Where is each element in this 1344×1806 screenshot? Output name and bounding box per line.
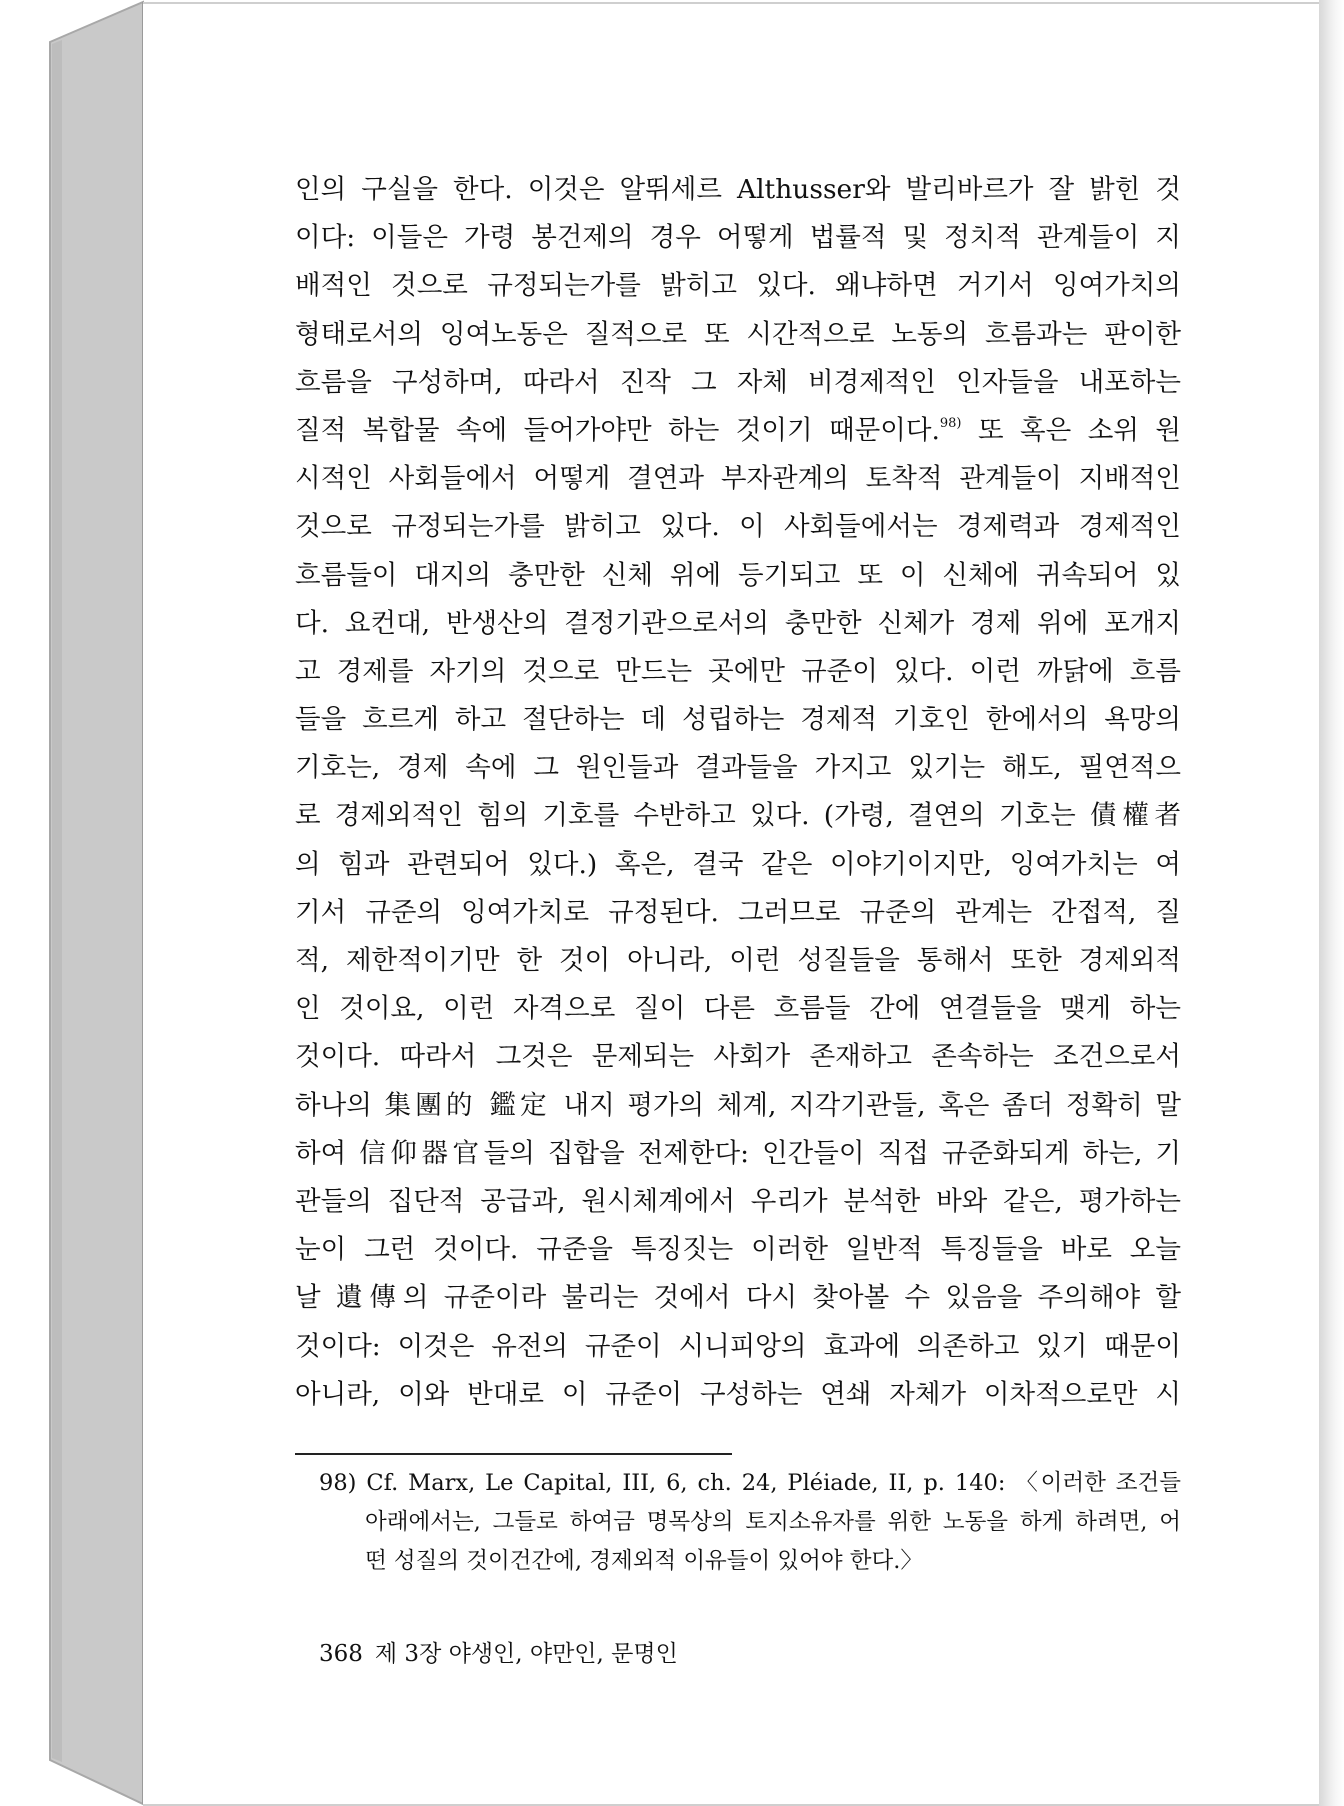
text-segment: 질적 복합물 속에 들어가야만 하는 것이기 때문이다. [295, 414, 940, 446]
text-line: 아니라, 이와 반대로 이 규준이 구성하는 연쇄 자체가 이차적으로만 시 [295, 1378, 1181, 1410]
footnote [319, 1464, 1181, 1581]
footnote-reference: 98) [939, 415, 962, 431]
running-footer [319, 1635, 678, 1668]
text-line: 형태로서의 잉여노동은 질적으로 또 시간적으로 노동의 흐름과는 판이한 [295, 318, 1181, 350]
body-text [295, 166, 1181, 1419]
text-segment: 또 혹은 소위 원 [961, 414, 1181, 446]
text-line: 기호는, 경제 속에 그 원인들과 결과들을 가지고 있기는 해도, 필연적으 [295, 752, 1181, 784]
book-spine-graphic [0, 0, 150, 1806]
text-line: 로 경제외적인 힘의 기호를 수반하고 있다. (가령, 결연의 기호는 債權者 [295, 800, 1181, 832]
book-page [143, 2, 1319, 1806]
footnote-divider [295, 1453, 732, 1455]
text-line: 흐름을 구성하며, 따라서 진작 그 자체 비경제적인 인자들을 내포하는 [295, 366, 1181, 398]
text-line: 관들의 집단적 공급과, 원시체계에서 우리가 분석한 바와 같은, 평가하는 [295, 1185, 1181, 1217]
text-line: 것이다: 이것은 유전의 규준이 시니피앙의 효과에 의존하고 있기 때문이 [295, 1330, 1181, 1362]
text-line: 날 遺傳의 규준이라 불리는 것에서 다시 찾아볼 수 있음을 주의해야 할 [295, 1282, 1181, 1314]
text-line: 눈이 그런 것이다. 규준을 특징짓는 이러한 일반적 특징들을 바로 오늘 [295, 1234, 1181, 1266]
text-line: 고 경제를 자기의 것으로 만드는 곳에만 규준이 있다. 이런 까닭에 흐름 [295, 655, 1181, 687]
text-line: 하나의 集團的 鑑定 내지 평가의 체계, 지각기관들, 혹은 좀더 정확히 말 [295, 1089, 1181, 1121]
text-line: 인 것이요, 이런 자격으로 질이 다른 흐름들 간에 연결들을 맺게 하는 [295, 993, 1181, 1025]
text-line-with-footnote-ref [295, 407, 1181, 455]
page-edge-shadow [1319, 0, 1344, 1806]
text-line: 이다: 이들은 가령 봉건제의 경우 어떻게 법률적 및 정치적 관계들이 지 [295, 222, 1181, 254]
footnote-line: 아래에서는, 그들로 하여금 명목상의 토지소유자를 위한 노동을 하게 하려면, 어 [365, 1509, 1181, 1535]
text-line: 다. 요컨대, 반생산의 결정기관으로서의 충만한 신체가 경제 위에 포개지 [295, 607, 1181, 639]
text-line: 배적인 것으로 규정되는가를 밝히고 있다. 왜냐하면 거기서 잉여가치의 [295, 270, 1181, 302]
text-line: 흐름들이 대지의 충만한 신체 위에 등기되고 또 이 신체에 귀속되어 있 [295, 559, 1181, 591]
text-line: 적, 제한적이기만 한 것이 아니라, 이런 성질들을 통해서 또한 경제외적 [295, 945, 1181, 976]
text-line: 것이다. 따라서 그것은 문제되는 사회가 존재하고 존속하는 조건으로서 [295, 1041, 1181, 1073]
footnote-line: 98) Cf. Marx, Le Capital, III, 6, ch. 24, Pléiade, II, p. 140: 〈이러한 조건들 [319, 1470, 1181, 1496]
text-line: 들을 흐르게 하고 절단하는 데 성립하는 경제적 기호인 한에서의 욕망의 [295, 704, 1181, 736]
page-number: 368 [319, 1641, 363, 1667]
footnote-line: 떤 성질의 것이건간에, 경제외적 이유들이 있어야 한다.〉 [365, 1548, 923, 1574]
text-line: 것으로 규정되는가를 밝히고 있다. 이 사회들에서는 경제력과 경제적인 [295, 511, 1181, 543]
text-line: 시적인 사회들에서 어떻게 결연과 부자관계의 토착적 관계들이 지배적인 [295, 463, 1181, 495]
chapter-title: 제 3장 야생인, 야만인, 문명인 [374, 1641, 678, 1667]
text-line: 의 힘과 관련되어 있다.) 혹은, 결국 같은 이야기이지만, 잉여가치는 여 [295, 848, 1181, 880]
text-line: 인의 구실을 한다. 이것은 알뛰세르 Althusser와 발리바르가 잘 밝힌 것 [295, 174, 1181, 205]
text-line: 기서 규준의 잉여가치로 규정된다. 그러므로 규준의 관계는 간접적, 질 [295, 896, 1181, 928]
text-line: 하여 信仰器官들의 집합을 전제한다: 인간들이 직접 규준화되게 하는, 기 [295, 1137, 1181, 1169]
